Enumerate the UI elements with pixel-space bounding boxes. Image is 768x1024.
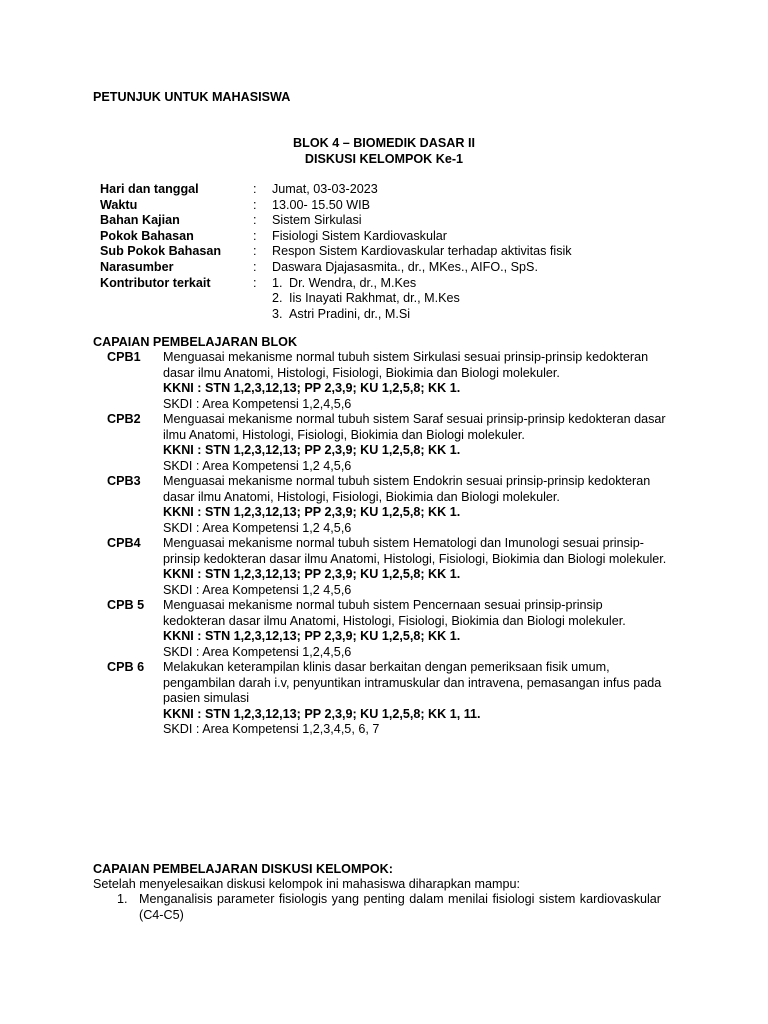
cpb-description: Menguasai mekanisme normal tubuh sistem Sirkulasi sesuai prinsip-prinsip kedokteran dasar ilmu Anatomi, Histologi, Fisiologi, Biokimia dan Biologi molekuler. (163, 350, 649, 380)
cpb-description: Menguasai mekanisme normal tubuh sistem Pencernaan sesuai prinsip-prinsip kedokteran dasar ilmu Anatomi, Histologi, Fisiologi, Biokimia dan Biologi molekuler. (163, 598, 626, 628)
block-heading: BLOK 4 – BIOMEDIK DASAR II (293, 136, 475, 150)
contributor-number: 3. (272, 306, 283, 321)
cpb-code: CPB4 (107, 536, 141, 550)
info-label: Waktu (100, 197, 138, 212)
contributor-item (272, 307, 460, 323)
info-row-speaker (100, 260, 572, 276)
cpb-kkni: KKNI : STN 1,2,3,12,13; PP 2,3,9; KU 1,2,5,8; KK 1, 11. (163, 706, 481, 721)
cpb-skdi: SKDI : Area Kompetensi 1,2 4,5,6 (163, 520, 352, 535)
cpb-body (163, 412, 667, 474)
cpb-item (107, 536, 667, 598)
info-row-day (100, 182, 572, 198)
cpb-skdi: SKDI : Area Kompetensi 1,2 4,5,6 (163, 458, 352, 473)
info-row-contributors (100, 276, 572, 323)
cpb-kkni: KKNI : STN 1,2,3,12,13; PP 2,3,9; KU 1,2,5,8; KK 1. (163, 381, 461, 395)
cpb-kkni: KKNI : STN 1,2,3,12,13; PP 2,3,9; KU 1,2,5,8; KK 1. (163, 567, 461, 581)
page-title: PETUNJUK UNTUK MAHASISWA (93, 90, 291, 104)
cpb-item (107, 412, 667, 474)
cpb-item (107, 660, 667, 738)
info-label: Bahan Kajian (100, 213, 180, 228)
cpb-body (163, 350, 667, 412)
info-row-subject (100, 229, 572, 245)
cpb-description: Melakukan keterampilan klinis dasar berkaitan dengan pemeriksaan fisik umum, pengambilan darah i.v, penyuntikan intramuskular dan intravena, pemasangan infus pada pasien simulasi (163, 660, 662, 705)
contributor-name: Iis Inayati Rakhmat, dr., M.Kes (289, 291, 460, 306)
info-row-subtopic (100, 244, 572, 260)
cpb-code: CPB 6 (107, 660, 145, 674)
cpb-body (163, 474, 667, 536)
info-colon: : (253, 275, 257, 290)
cpb-code: CPB2 (107, 412, 141, 426)
cpb-skdi: SKDI : Area Kompetensi 1,2,3,4,5, 6, 7 (163, 722, 380, 736)
cpb-list (107, 350, 667, 738)
cpb-skdi: SKDI : Area Kompetensi 1,2,4,5,6 (163, 644, 352, 659)
info-label: Hari dan tanggal (100, 182, 199, 196)
info-value: Fisiologi Sistem Kardiovaskular (272, 228, 447, 243)
info-colon: : (253, 259, 257, 274)
cpb-section-title: CAPAIAN PEMBELAJARAN BLOK (93, 335, 298, 349)
cpb-body (163, 660, 667, 738)
cpb-item (107, 474, 667, 536)
info-colon: : (253, 197, 257, 212)
cpb-description: Menguasai mekanisme normal tubuh sistem Hematologi dan Imunologi sesuai prinsip-prinsip kedokteran dasar ilmu Anatomi, Histologi, Fisiologi, Biokimia dan Biologi molekuler. (163, 536, 667, 566)
info-label: Sub Pokok Bahasan (100, 244, 222, 259)
cpb-description: Menguasai mekanisme normal tubuh sistem Saraf sesuai prinsip-prinsip kedokteran dasar ilmu Anatomi, Histologi, Fisiologi, Biokimia dan Biologi molekuler. (163, 412, 666, 442)
contributor-number: 1. (272, 275, 283, 290)
contributor-item (272, 291, 460, 307)
cpb-description: Menguasai mekanisme normal tubuh sistem Endokrin sesuai prinsip-prinsip kedokteran dasar ilmu Anatomi, Histologi, Fisiologi, Biokimia dan Biologi molekuler. (163, 474, 651, 504)
info-value: Jumat, 03-03-2023 (272, 182, 378, 196)
group-intro: Setelah menyelesaikan diskusi kelompok ini mahasiswa diharapkan mampu: (93, 877, 521, 891)
info-colon: : (253, 213, 257, 228)
goal-number: 1. (117, 892, 128, 906)
cpb-body (163, 536, 667, 598)
contributor-name: Dr. Wendra, dr., M.Kes (289, 275, 417, 290)
cpb-kkni: KKNI : STN 1,2,3,12,13; PP 2,3,9; KU 1,2,5,8; KK 1. (163, 629, 461, 643)
cpb-code: CPB1 (107, 350, 141, 364)
cpb-item (107, 350, 667, 412)
contributor-name: Astri Pradini, dr., M.Si (289, 306, 411, 321)
contributor-item (272, 276, 460, 292)
cpb-item (107, 598, 667, 660)
cpb-code: CPB 5 (107, 598, 145, 612)
goal-text: Menganalisis parameter fisiologis yang penting dalam menilai fisiologi sistem kardiovaskular (C4-C5) (139, 892, 661, 922)
info-colon: : (253, 228, 257, 243)
info-colon: : (253, 244, 257, 259)
cpb-body (163, 598, 667, 660)
info-value: Sistem Sirkulasi (272, 213, 362, 228)
info-table (100, 182, 572, 322)
contributor-number: 2. (272, 291, 283, 306)
info-value: 13.00- 15.50 WIB (272, 197, 371, 212)
info-colon: : (253, 182, 257, 196)
info-value: Respon Sistem Kardiovaskular terhadap aktivitas fisik (272, 244, 572, 259)
cpb-skdi: SKDI : Area Kompetensi 1,2 4,5,6 (163, 582, 352, 597)
goal-item (117, 892, 661, 923)
contributor-list (272, 276, 460, 323)
cpb-kkni: KKNI : STN 1,2,3,12,13; PP 2,3,9; KU 1,2,5,8; KK 1. (163, 505, 461, 519)
info-label: Pokok Bahasan (100, 228, 194, 243)
info-label: Narasumber (100, 259, 174, 274)
info-value: Daswara Djajasasmita., dr., MKes., AIFO., SpS. (272, 259, 538, 274)
cpb-kkni: KKNI : STN 1,2,3,12,13; PP 2,3,9; KU 1,2,5,8; KK 1. (163, 443, 461, 457)
group-section-title: CAPAIAN PEMBELAJARAN DISKUSI KELOMPOK: (93, 862, 393, 876)
session-heading: DISKUSI KELOMPOK Ke-1 (304, 152, 464, 166)
cpb-code: CPB3 (107, 474, 141, 488)
info-label: Kontributor terkait (100, 275, 211, 290)
cpb-skdi: SKDI : Area Kompetensi 1,2,4,5,6 (163, 396, 352, 411)
info-row-topic (100, 213, 572, 229)
info-row-time (100, 198, 572, 214)
